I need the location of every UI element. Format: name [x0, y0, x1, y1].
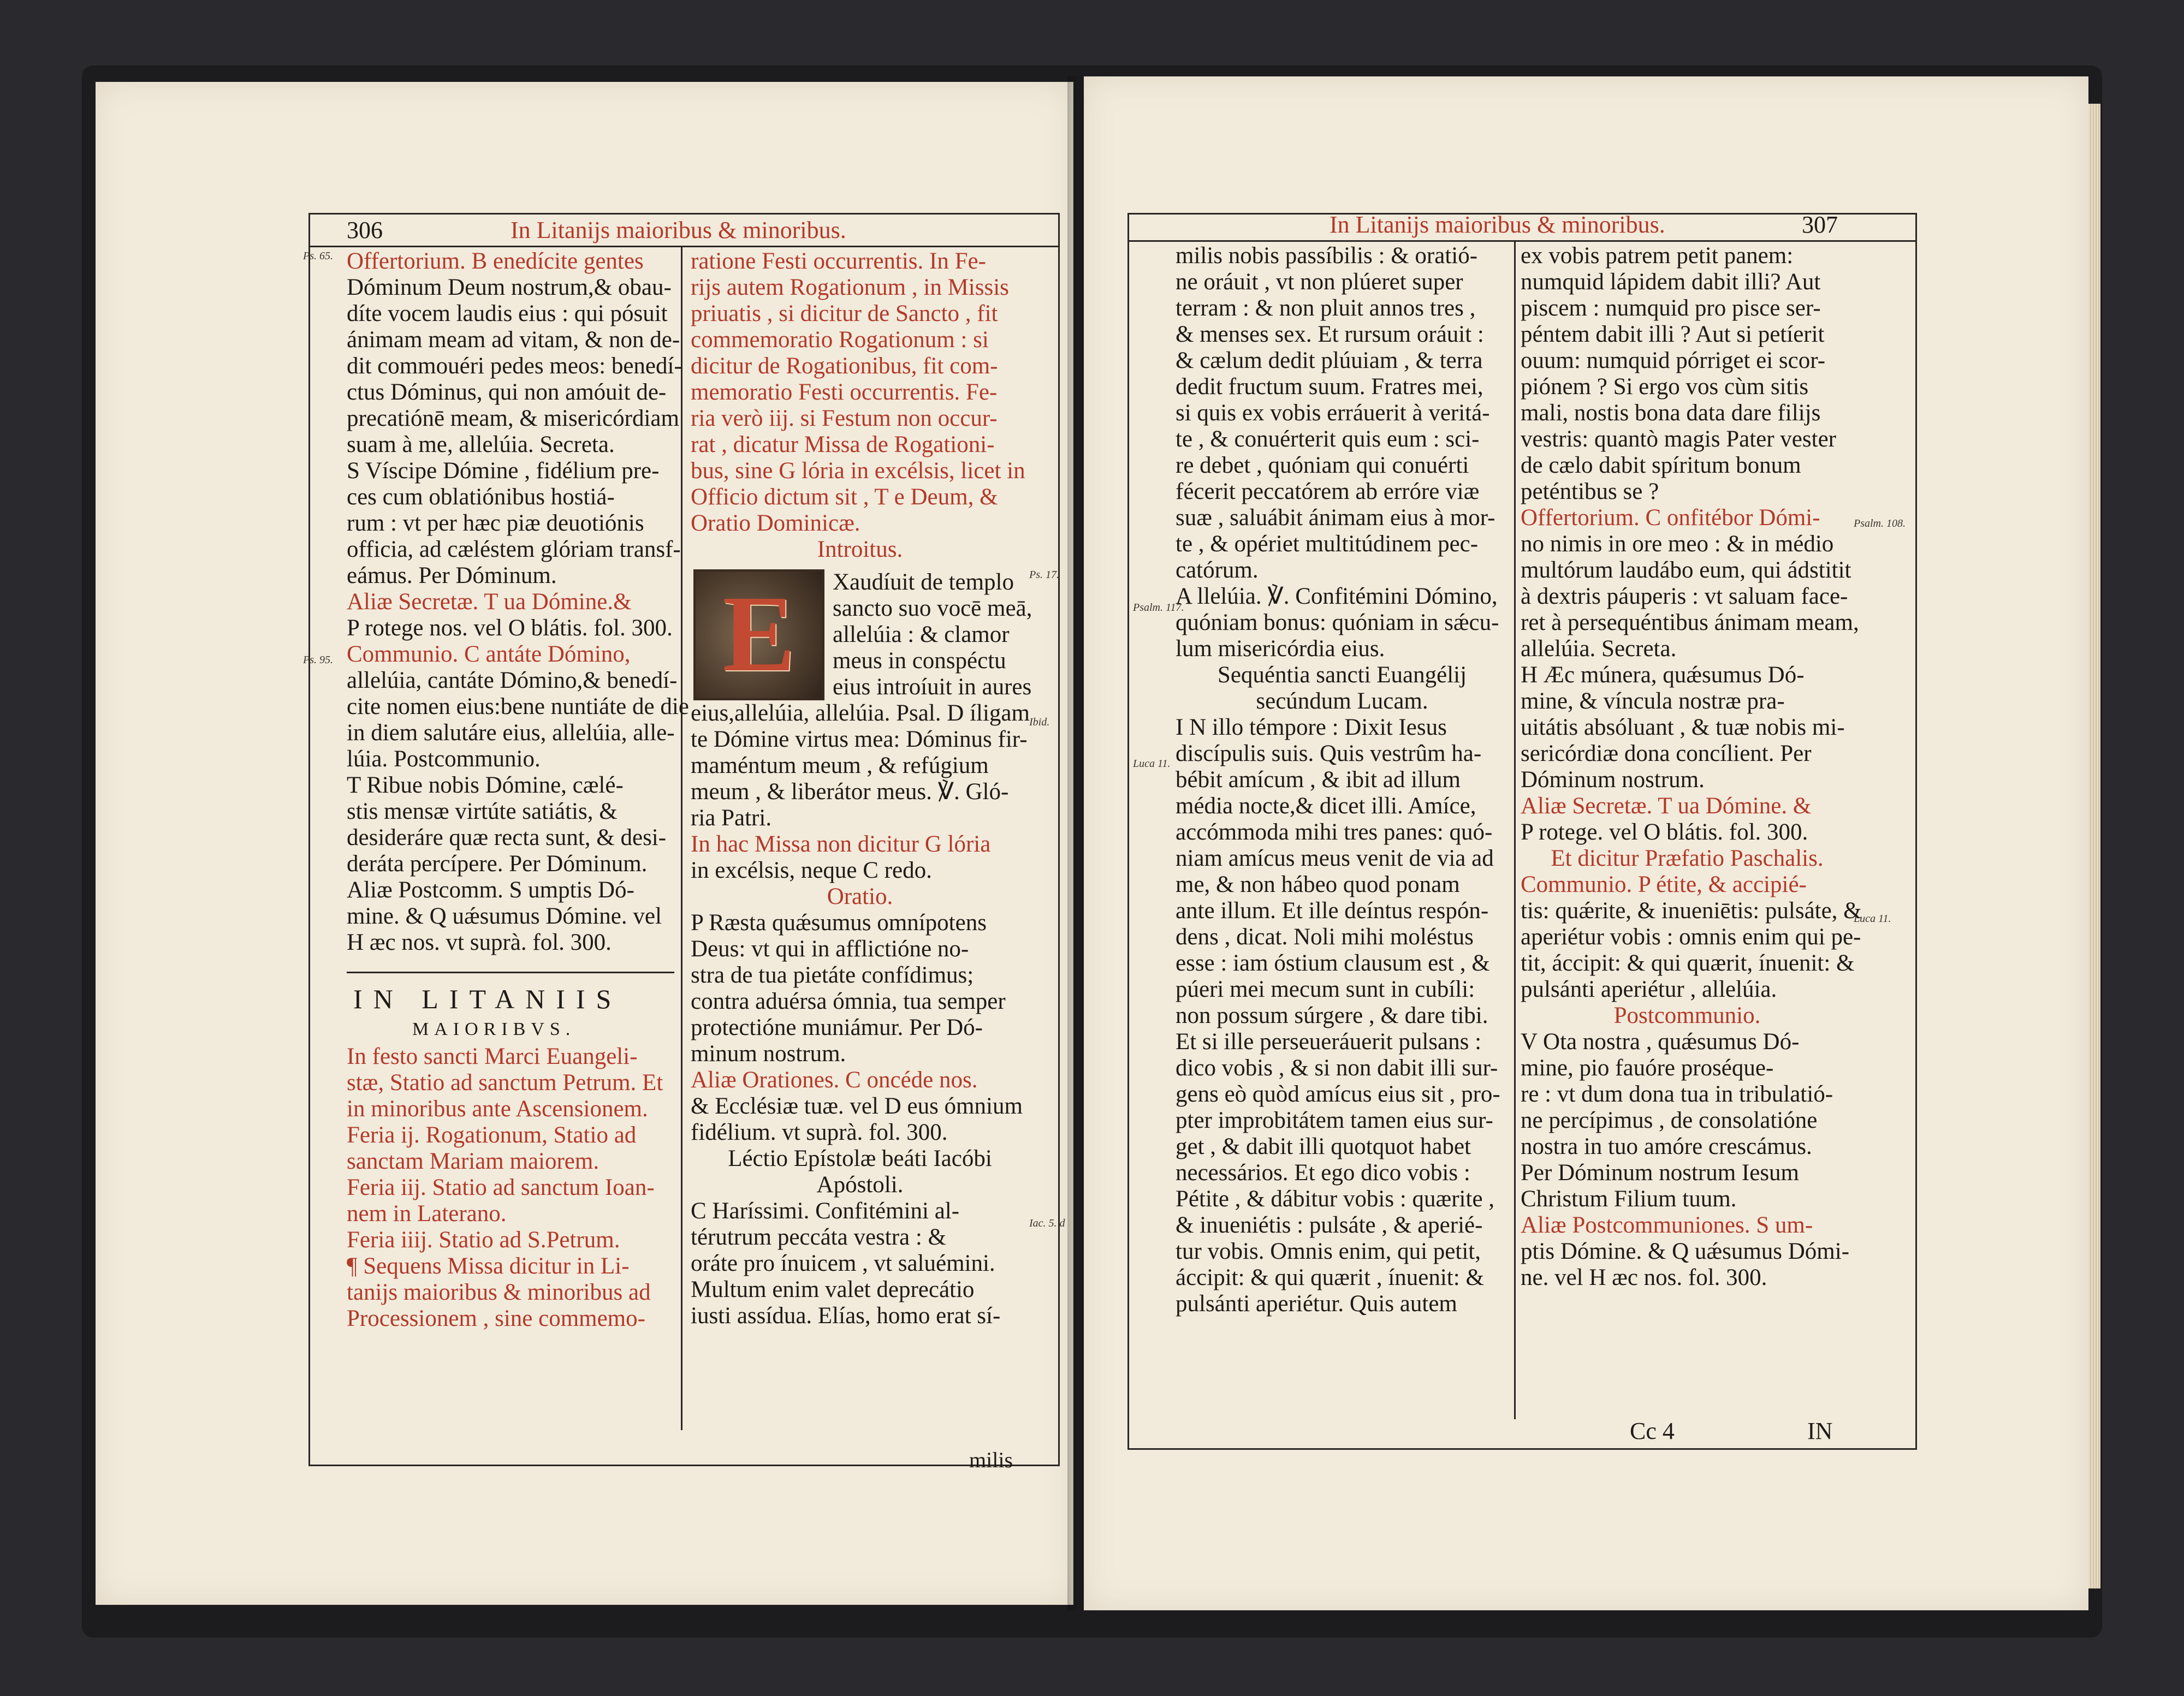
text-line: rijs autem Rogationum , in Missis	[691, 275, 1009, 300]
text-line: Apóstoli.	[816, 1172, 904, 1198]
section-subtitle: MAIORIBVS.	[412, 1019, 576, 1039]
text-line: oráte pro ínuicem , vt saluémini.	[691, 1251, 995, 1276]
text-line: Aliæ Secretæ. T ua Dómine.&	[347, 589, 632, 615]
text-line: & inueniétis : pulsáte , & aperié-	[1176, 1212, 1483, 1238]
text-line: mine. & Q uǽsumus Dómine. vel	[347, 903, 662, 929]
text-line: Aliæ Orationes. C oncéde nos.	[691, 1067, 978, 1093]
text-line: te , & conuérterit quis eum : sci-	[1176, 426, 1480, 452]
text-line: pulsánti aperiétur , allelúia.	[1521, 977, 1777, 1002]
text-line: accómmoda mihi tres panes: quó-	[1176, 819, 1493, 845]
text-line: nostra in tuo amóre crescámus.	[1521, 1134, 1812, 1159]
text-line: Oratio.	[827, 884, 893, 909]
text-line: Offertorium. C onfitébor Dómi-	[1521, 505, 1820, 531]
text-line: & Ecclésiæ tuæ. vel D eus ómnium	[691, 1093, 1023, 1119]
text-line: Dóminum nostrum.	[1521, 767, 1705, 793]
right-header-rule	[1127, 240, 1917, 242]
text-line: piscem : numquid pro pisce ser-	[1521, 295, 1821, 321]
right-page	[1084, 76, 2088, 1610]
text-line: in minoribus ante Ascensionem.	[347, 1096, 648, 1122]
text-line: Processionem , sine commemo-	[347, 1306, 645, 1331]
left-column-2	[691, 248, 1029, 563]
text-line: ne oráuit , vt non plúeret super	[1176, 269, 1463, 295]
text-line: peténtibus se ?	[1521, 479, 1659, 504]
text-line: Feria iiij. Statio ad S.Petrum.	[347, 1227, 620, 1253]
text-line: Aliæ Postcomm. S umptis Dó-	[347, 877, 634, 903]
text-line: Christum Filium tuum.	[1521, 1186, 1737, 1212]
text-line: contra aduérsa ómnia, tua semper	[691, 989, 1006, 1014]
text-line: necessários. Et ego dico vobis :	[1176, 1160, 1470, 1186]
text-line: ex vobis patrem petit panem:	[1521, 243, 1794, 269]
left-page	[96, 82, 1073, 1605]
left-column-2-continued	[691, 700, 1029, 1329]
text-line: & menses sex. Et rursum oráuit :	[1176, 322, 1484, 347]
text-line: Deus: vt qui in afflictióne no-	[691, 936, 969, 962]
text-line: dens , dicat. Noli mihi moléstus	[1176, 924, 1474, 950]
text-line: Aliæ Secretæ. T ua Dómine. &	[1521, 793, 1812, 819]
text-line: uitátis absóluant , & tuæ nobis mi-	[1521, 715, 1845, 740]
introit-text	[833, 569, 1051, 700]
text-line: quóniam bonus: quóniam in sǽcu-	[1176, 610, 1499, 635]
text-line: Pétite , & dábitur vobis : quærite ,	[1176, 1186, 1495, 1212]
left-catchword: milis	[969, 1448, 1013, 1472]
text-line: I N illo témpore : Dixit Iesus	[1176, 715, 1447, 740]
section-title: IN LITANIIS	[353, 984, 622, 1014]
text-line: Offertorium. B enedícite gentes	[347, 248, 644, 274]
signature-mark: Cc 4	[1630, 1418, 1675, 1444]
text-line: niam amícus meus venit de via ad	[1176, 846, 1494, 871]
text-line: sericórdiæ dona concílient. Per	[1521, 741, 1812, 766]
right-catchword: IN	[1807, 1418, 1833, 1444]
text-line: in excélsis, neque C redo.	[691, 858, 932, 883]
text-line: S Víscipe Dómine , fidélium pre-	[347, 458, 660, 484]
text-line: P rotege nos. vel O blátis. fol. 300.	[347, 615, 673, 641]
text-line: Oratio Dominicæ.	[691, 510, 860, 536]
text-line: mali, nostis bona data dare filijs	[1521, 400, 1821, 426]
text-line: H Æc múnera, quǽsumus Dó-	[1521, 662, 1805, 688]
text-line: fécerit peccatórem ab erróre viæ	[1176, 479, 1480, 504]
page-edges	[2088, 104, 2100, 1588]
text-line: Per Dóminum nostrum Iesum	[1521, 1160, 1799, 1186]
text-line: lúia. Postcommunio.	[347, 746, 541, 772]
margin-note: Luca 11.	[1854, 913, 1891, 925]
introit-line: allelúia : & clamor	[833, 622, 1010, 647]
text-line: maméntum meum , & refúgium	[691, 753, 989, 778]
text-line: deráta percípere. Per Dóminum.	[347, 851, 648, 877]
text-line: C Haríssimi. Confitémini al-	[691, 1198, 960, 1224]
text-line: re : vt dum dona tua in tribulatió-	[1521, 1081, 1833, 1107]
text-line: precatiónē meam, & misericórdiam	[347, 406, 679, 431]
text-line: in diem salutáre eius, allelúia, alle-	[347, 720, 675, 746]
text-line: catórum.	[1176, 557, 1259, 583]
text-line: te , & opériet multitúdinem pec-	[1176, 531, 1479, 557]
text-line: Communio. P étite, & accipié-	[1521, 872, 1807, 897]
right-page-number: 307	[1802, 211, 1838, 238]
right-running-title: In Litanijs maioribus & minoribus.	[1330, 211, 1665, 238]
text-line: Dóminum Deum nostrum,& obau-	[347, 275, 672, 300]
text-line: nem in Laterano.	[347, 1201, 507, 1227]
text-line: tur vobis. Omnis enim, qui petit,	[1176, 1239, 1481, 1264]
text-line: desideráre quæ recta sunt, & desi-	[347, 825, 667, 850]
text-line: no nimis in ore meo : & in médio	[1521, 531, 1834, 557]
text-line: ouum: numquid pórriget ei scor-	[1521, 348, 1826, 373]
left-column-1-rubrics	[347, 1044, 674, 1332]
margin-note: Psalm. 108.	[1854, 517, 1906, 529]
text-line: ante illum. Et ille deíntus respón-	[1176, 898, 1489, 924]
text-line: stra de tua pietáte confídimus;	[691, 962, 974, 988]
text-line: ne percípimus , de consolatióne	[1521, 1108, 1818, 1133]
text-line: Feria ij. Rogationum, Statio ad	[347, 1122, 637, 1148]
text-line: minum nostrum.	[691, 1041, 846, 1067]
text-line: eius,allelúia, allelúia. Psal. D íligam	[691, 700, 1030, 726]
text-line: A llelúia. ℣. Confitémini Dómino,	[1176, 584, 1498, 609]
right-column-1	[1176, 243, 1509, 1317]
text-line: eámus. Per Dóminum.	[347, 563, 557, 588]
text-line: Et dicitur Præfatio Paschalis.	[1551, 846, 1824, 871]
decorated-initial-letter: E	[722, 574, 796, 694]
text-line: te Dómine virtus mea: Dóminus fir-	[691, 727, 1028, 752]
text-line: pulsánti aperiétur. Quis autem	[1176, 1291, 1457, 1317]
margin-note: Ps. 17.	[1029, 569, 1059, 581]
text-line: aperiétur vobis : omnis enim qui pe-	[1521, 924, 1861, 950]
text-line: iusti assídua. Elías, homo erat sí-	[691, 1303, 1001, 1329]
text-line: ria Patri.	[691, 805, 772, 831]
introit-line: sancto suo vocē meā,	[833, 596, 1032, 621]
text-line: ctus Dóminus, qui non amóuit de-	[347, 379, 667, 405]
text-line: P Ræsta quǽsumus omnípotens	[691, 910, 987, 936]
text-line: mine, pio fauóre proséque-	[1521, 1055, 1774, 1081]
introit-line: meus in conspéctu	[833, 648, 1006, 674]
text-line: non possum súrgere , & dare tibi.	[1176, 1003, 1488, 1028]
left-running-title: In Litanijs maioribus & minoribus.	[511, 217, 846, 243]
text-line: protectióne muniámur. Per Dó-	[691, 1015, 983, 1040]
text-line: multórum laudábo eum, qui ádstitit	[1521, 557, 1851, 583]
text-line: dedit fructum suum. Fratres mei,	[1176, 374, 1483, 400]
text-line: memoratio Festi occurrentis. Fe-	[691, 379, 998, 405]
text-line: T Ribue nobis Dómine, cælé-	[347, 772, 624, 798]
text-line: get , & dabit illi quotquot habet	[1176, 1134, 1471, 1159]
text-line: de cælo dabit spíritum bonum	[1521, 453, 1801, 478]
text-line: allelúia. Secreta.	[1521, 636, 1677, 662]
text-line: péntem dabit illi ? Aut si petíerit	[1521, 322, 1825, 347]
text-line: média nocte,& dicet illi. Amíce,	[1176, 793, 1476, 819]
text-line: Postcommunio.	[1613, 1003, 1761, 1028]
text-line: rat , dicatur Missa de Rogationi-	[691, 432, 995, 457]
text-line: ne. vel H æc nos. fol. 300.	[1521, 1265, 1767, 1290]
right-column-rule	[1514, 240, 1516, 1419]
right-column-2	[1521, 243, 1862, 1291]
text-line: terram : & non pluit annos tres ,	[1176, 295, 1476, 321]
introit-line: Xaudíuit de templo	[833, 569, 1014, 595]
text-line: numquid lápidem dabit illi? Aut	[1521, 269, 1821, 295]
text-line: officia, ad cæléstem glóriam transf-	[347, 537, 681, 562]
margin-note: Luca 11.	[1133, 758, 1171, 770]
text-line: mine, & víncula nostræ pra-	[1521, 688, 1785, 714]
text-line: fidélium. vt suprà. fol. 300.	[691, 1120, 948, 1145]
introit-line: eius introíuit in aures	[833, 674, 1032, 700]
text-line: sanctam Mariam maiorem.	[347, 1148, 600, 1174]
margin-note: Psalm. 117.	[1133, 602, 1184, 614]
text-line: discípulis suis. Quis vestrûm ha-	[1176, 741, 1482, 766]
text-line: ret à persequéntibus ánimam meam,	[1521, 610, 1859, 635]
left-header-rule	[308, 246, 1060, 247]
text-line: In hac Missa non dicitur G lória	[691, 831, 991, 857]
text-line: suæ , saluábit ánimam eius à mor-	[1176, 505, 1495, 531]
text-line: meum , & liberátor meus. ℣. Gló-	[691, 779, 1009, 805]
text-line: dicitur de Rogationibus, fit com-	[691, 353, 998, 379]
text-line: piónem ? Si ergo vos cùm sitis	[1521, 374, 1809, 400]
text-line: ánimam meam ad vitam, & non de-	[347, 327, 680, 353]
text-line: V Ota nostra , quǽsumus Dó-	[1521, 1029, 1800, 1055]
text-line: térutrum peccáta vestra : &	[691, 1224, 947, 1250]
text-line: si quis ex vobis erráuerit à veritá-	[1176, 400, 1490, 426]
text-line: H æc nos. vt suprà. fol. 300.	[347, 930, 612, 955]
text-line: Feria iij. Statio ad sanctum Ioan-	[347, 1175, 655, 1200]
text-line: Léctio Epístolæ beáti Iacóbi	[728, 1146, 992, 1171]
text-line: ptis Dómine. & Q uǽsumus Dómi-	[1521, 1239, 1850, 1264]
text-line: ria verò iij. si Festum non occur-	[691, 406, 998, 431]
text-line: Multum enim valet deprecátio	[691, 1277, 975, 1302]
text-line: lum misericórdia eius.	[1176, 636, 1385, 662]
section-rule	[347, 972, 674, 973]
left-column-rule	[681, 246, 682, 1430]
text-line: bus, sine G lória in excélsis, licet in	[691, 458, 1025, 484]
text-line: dit commouéri pedes meos: benedí-	[347, 353, 682, 379]
text-line: pter improbitátem tamen eius sur-	[1176, 1108, 1493, 1133]
left-column-1	[347, 248, 689, 956]
text-line: commemoratio Rogationum : si	[691, 327, 989, 353]
text-line: tanijs maioribus & minoribus ad	[347, 1280, 651, 1305]
left-page-number: 306	[347, 217, 383, 243]
text-line: gens eò quòd amícus eius sit , pro-	[1176, 1081, 1500, 1107]
text-line: In festo sancti Marci Euangeli-	[347, 1044, 638, 1069]
text-line: dico vobis , & si non dabit illi sur-	[1176, 1055, 1498, 1081]
text-line: Introitus.	[817, 537, 903, 562]
text-line: suam à me, allelúia. Secreta.	[347, 432, 615, 457]
text-line: vestris: quantò magis Pater vester	[1521, 426, 1836, 452]
text-line: Et si ille perseueráuerit pulsans :	[1176, 1029, 1482, 1055]
text-line: rum : vt per hæc piæ deuotiónis	[347, 510, 644, 536]
text-line: P rotege. vel O blátis. fol. 300.	[1521, 819, 1808, 845]
margin-note: Ps. 65.	[303, 250, 333, 262]
text-line: áccipit: & qui quærit , ínuenit: &	[1176, 1265, 1484, 1290]
text-line: priuatis , si dicitur de Sancto , fit	[691, 301, 998, 326]
text-line: me, & non hábeo quod ponam	[1176, 872, 1460, 897]
text-line: allelúia, cantáte Dómino,& benedí-	[347, 668, 678, 693]
text-line: milis nobis passíbilis : & oratió-	[1176, 243, 1478, 269]
text-line: cite nomen eius:bene nuntiáte de die	[347, 694, 689, 719]
text-line: & cælum dedit plúuiam , & terra	[1176, 348, 1483, 373]
text-line: ¶ Sequens Missa dicitur in Li-	[347, 1253, 630, 1279]
text-line: púeri mei mecum sunt in cubíli:	[1176, 977, 1475, 1002]
text-line: Aliæ Postcommuniones. S um-	[1521, 1212, 1813, 1238]
margin-note: Iac. 5. d	[1029, 1217, 1065, 1229]
text-line: ratione Festi occurrentis. In Fe-	[691, 248, 986, 274]
margin-note: Ps. 95.	[303, 654, 333, 666]
text-line: stis mensæ virtúte satiátis, &	[347, 799, 618, 824]
decorated-initial-e	[693, 569, 824, 700]
text-line: Sequéntia sancti Euangélij	[1217, 662, 1467, 688]
text-line: secúndum Lucam.	[1256, 688, 1428, 714]
text-line: à dextris páuperis : vt saluam face-	[1521, 584, 1848, 609]
margin-note: Ibid.	[1029, 716, 1050, 728]
text-line: Officio dictum sit , T e Deum, &	[691, 484, 998, 510]
text-line: tis: quǽrite, & inueniētis: pulsáte, &	[1521, 898, 1862, 924]
text-line: esse : iam óstium clausum est , &	[1176, 950, 1490, 976]
text-line: Communio. C antáte Dómino,	[347, 641, 631, 667]
text-line: stæ, Statio ad sanctum Petrum. Et	[347, 1070, 663, 1096]
text-line: ces cum oblatiónibus hostiá-	[347, 484, 615, 510]
text-line: re debet , quóniam qui conuérti	[1176, 453, 1469, 478]
text-line: díte vocem laudis eius : qui pósuit	[347, 301, 668, 326]
text-line: bébit amícum , & ibit ad illum	[1176, 767, 1461, 793]
text-line: tit, áccipit: & qui quærit, ínuenit: &	[1521, 950, 1855, 976]
